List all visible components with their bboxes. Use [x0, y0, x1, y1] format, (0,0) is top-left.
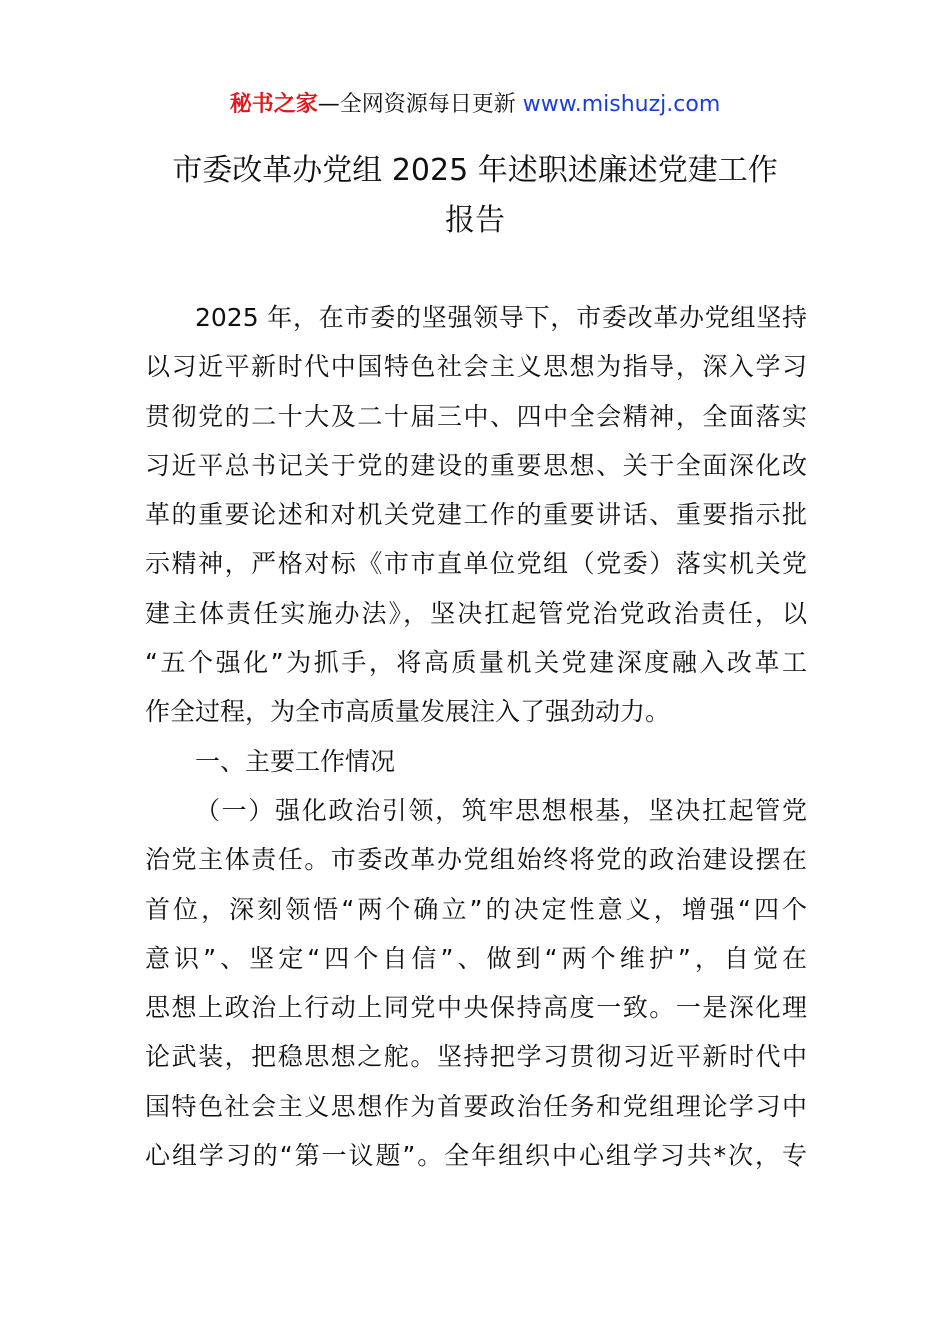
- body-line: 心组学习的“第一议题”。全年组织中心组学习共*次，专: [145, 1141, 807, 1171]
- section-heading: 一、主要工作情况: [195, 746, 396, 776]
- body-line: 2025 年，在市委的坚强领导下，市委改革办党组坚持: [195, 303, 807, 332]
- title-line: 报告: [445, 203, 505, 238]
- body-line: （一）强化政治引领，筑牢思想根基，坚决扛起管党: [195, 795, 807, 825]
- body-line: 革的重要论述和对机关党建工作的重要讲话、重要指示批: [145, 500, 807, 530]
- body-line: 国特色社会主义思想作为首要政治任务和党组理论学习中: [145, 1091, 807, 1121]
- brand-name: 秘书之家: [229, 92, 318, 117]
- body-line: 示精神，严格对标《市市直单位党组（党委）落实机关党: [145, 549, 807, 579]
- body-line: 以习近平新时代中国特色社会主义思想为指导，深入学习: [145, 352, 807, 382]
- body-line: 治党主体责任。市委改革办党组始终将党的政治建设摆在: [145, 845, 807, 875]
- document-title: [100, 146, 850, 246]
- body-line: 首位，深刻领悟“两个确立”的决定性意义，增强“四个: [145, 894, 807, 924]
- body-line: 习近平总书记关于党的建设的重要思想、关于全面深化改: [145, 450, 807, 480]
- body-line: 贯彻党的二十大及二十届三中、四中全会精神，全面落实: [145, 401, 807, 431]
- body-line: “五个强化”为抓手，将高质量机关党建深度融入改革工: [145, 648, 807, 678]
- document-body: [145, 293, 807, 1180]
- body-line: 意识”、坚定“四个自信”、做到“两个维护”，自觉在: [145, 943, 807, 973]
- body-line: 思想上政治上行动上同党中央保持高度一致。一是深化理: [145, 993, 807, 1023]
- body-line: 建主体责任实施办法》，坚决扛起管党治党政治责任，以: [145, 598, 807, 628]
- body-line: 论武装，把稳思想之舵。坚持把学习贯彻习近平新时代中: [145, 1042, 807, 1072]
- title-line: 市委改革办党组 2025 年述职述廉述党建工作: [172, 153, 778, 188]
- site-url-link[interactable]: www.mishuzj.com: [522, 92, 721, 117]
- header-tagline: —全网资源每日更新: [317, 92, 523, 117]
- site-header: [0, 90, 950, 120]
- body-line: 作全过程，为全市高质量发展注入了强劲动力。: [145, 697, 671, 727]
